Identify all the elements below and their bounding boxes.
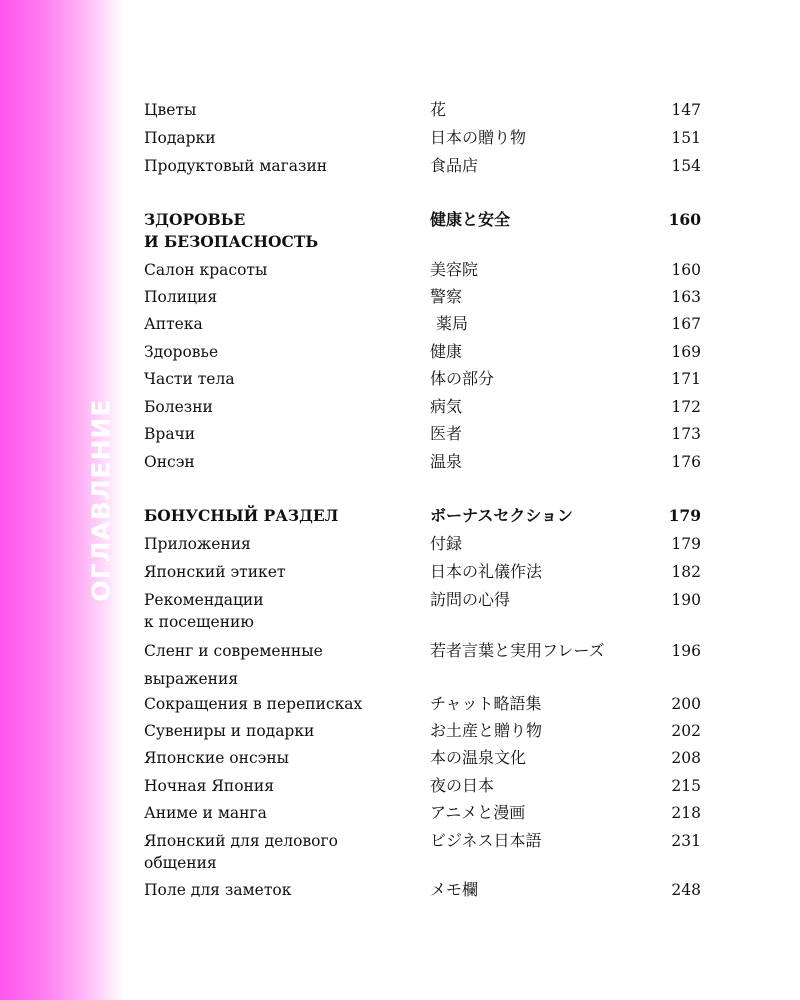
toc-entry-ru: Продуктовый магазин [144, 157, 328, 175]
toc-entry-ru-line: ЗДОРОВЬЕ [144, 210, 246, 229]
toc-entry-page: 173 [671, 425, 701, 443]
toc-entry-ru-line: И БЕЗОПАСНОСТЬ [144, 232, 319, 251]
toc-entry-page: 182 [671, 563, 701, 581]
toc-entry-page: 160 [668, 210, 701, 229]
toc-entry-ru: БОНУСНЫЙ РАЗДЕЛ [144, 506, 339, 525]
toc-entry-ru: Онсэн [144, 453, 195, 471]
toc-entry-page: 200 [671, 695, 701, 713]
toc-entry-ru: Поле для заметок [144, 881, 292, 899]
toc-entry-page: 171 [671, 370, 701, 388]
toc-entry-jp: 体の部分 [430, 369, 495, 388]
toc-entry-page: 190 [671, 591, 701, 609]
toc-entry-jp: アニメと漫画 [430, 803, 526, 822]
toc-entry-jp: 警察 [430, 287, 463, 306]
toc-entry-ru: Цветы [144, 101, 197, 119]
toc-entry-ru-line: к посещению [144, 613, 254, 631]
toc-entry-ru: Полиция [144, 288, 218, 306]
toc-entry-jp: 病気 [430, 397, 463, 416]
toc-entry-page: 147 [671, 101, 701, 119]
toc-entry-ru-line: Рекомендации [144, 591, 264, 609]
toc-entry-page: 202 [671, 722, 701, 740]
toc-entry-jp: ボーナスセクション [430, 506, 574, 525]
toc-entry-ru: Сувениры и подарки [144, 722, 315, 740]
toc-entry-ru: Здоровье [144, 343, 219, 361]
toc-entry-ru: Аниме и манга [144, 804, 267, 822]
toc-entry-jp: 日本の贈り物 [430, 128, 527, 147]
toc-entry-page: 172 [671, 398, 701, 416]
toc-entry-page: 176 [671, 453, 701, 471]
toc-entry-ru: Подарки [144, 129, 216, 147]
toc-entry-ru: Части тела [144, 370, 235, 388]
toc-entry-jp: 若者言葉と実用フレーズ [430, 641, 605, 660]
sidebar-title: ОГЛАВЛЕНИЕ [86, 398, 116, 602]
toc-entry-ru: Салон красоты [144, 261, 268, 279]
toc-entry-page: 179 [668, 506, 701, 525]
toc-entry-jp: チャット略語集 [430, 694, 542, 713]
toc-entry-jp: 美容院 [430, 260, 479, 279]
toc-entry-page: 163 [671, 288, 701, 306]
toc-entry-jp: 食品店 [430, 156, 479, 175]
toc-entry-ru: Японские онсэны [144, 749, 290, 767]
toc-entry-jp: 温泉 [430, 452, 463, 471]
toc-entry-page: 169 [671, 343, 701, 361]
toc-entry-jp: メモ欄 [430, 880, 479, 899]
toc-entry-ru: Японский этикет [144, 563, 286, 581]
toc-entry-ru-line: общения [144, 854, 217, 872]
toc-entry-ru: Аптека [144, 315, 203, 333]
toc-entry-jp: 訪問の心得 [430, 590, 511, 609]
toc-entry-ru [144, 589, 414, 633]
toc-entry-page: 151 [671, 129, 701, 147]
toc-entry-jp: 薬局 [436, 314, 469, 333]
toc-entry-ru [144, 637, 414, 693]
toc-entry-jp: 夜の日本 [430, 776, 495, 795]
toc-entry-jp: 健康 [430, 342, 463, 361]
toc-entry-jp: 健康と安全 [430, 210, 511, 229]
toc-entry-ru [144, 830, 414, 874]
toc-entry-page: 231 [671, 832, 701, 850]
toc-entry-ru-line: Сленг и современные [144, 642, 323, 660]
toc-entry-page: 208 [671, 749, 701, 767]
toc-entry-jp: 花 [430, 100, 447, 119]
toc-entry-page: 248 [671, 881, 701, 899]
toc-entry-ru [144, 209, 414, 253]
toc-entry-page: 196 [671, 642, 701, 660]
toc-entry-ru-line: выражения [144, 670, 239, 688]
toc-entry-jp: 本の温泉文化 [430, 748, 527, 767]
toc-entry-page: 167 [671, 315, 701, 333]
toc-entry-page: 179 [671, 535, 701, 553]
toc-entry-ru: Сокращения в переписках [144, 695, 363, 713]
toc-entry-ru: Приложения [144, 535, 251, 553]
toc-entry-ru: Ночная Япония [144, 777, 274, 795]
toc-entry-ru-line: Японский для делового [144, 832, 338, 850]
toc-entry-jp: 医者 [430, 424, 463, 443]
toc-entry-jp: 日本の礼儀作法 [430, 562, 543, 581]
toc-entry-page: 218 [671, 804, 701, 822]
toc-entry-ru: Болезни [144, 398, 213, 416]
toc-entry-jp: ビジネス日本語 [430, 831, 542, 850]
toc-entry-ru: Врачи [144, 425, 196, 443]
toc-entry-page: 215 [671, 777, 701, 795]
toc-entry-jp: お土産と贈り物 [430, 721, 543, 740]
toc-entry-page: 160 [671, 261, 701, 279]
toc-entry-jp: 付録 [430, 534, 463, 553]
toc-entry-page: 154 [671, 157, 701, 175]
